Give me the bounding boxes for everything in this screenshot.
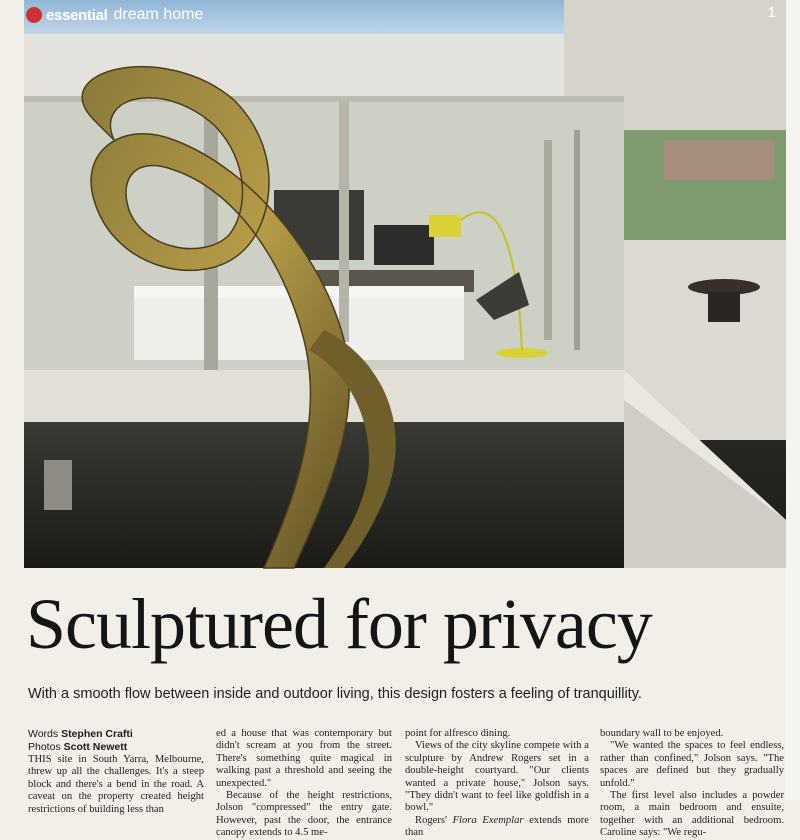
words-credit	[28, 728, 198, 741]
article-paragraph: The first level also includes a powder room, a main bedroom and ensuite, together with an additional bedroom. Caroline says: "We regu-	[600, 790, 784, 839]
photographer-name: Scott Newett	[63, 741, 128, 753]
photos-credit	[28, 741, 198, 754]
article-paragraph: "We wanted the spaces to feel endless, rather than confined," Jolson says. "The spaces are defined but they gradually unfold."	[600, 740, 784, 789]
article-column-4	[600, 728, 784, 840]
feature-photo	[24, 0, 786, 568]
words-label: Words	[28, 728, 59, 740]
text-run: extends more than	[405, 814, 589, 839]
brand-logo-icon	[26, 7, 42, 23]
page-margin-right	[786, 0, 800, 800]
article-paragraph: Views of the city skyline compete with a sculpture by Andrew Rogers set in a double-height courtyard. "Our clients wanted a private house," Jolson says. "They didn't want to feel like goldfish in a bowl."	[405, 740, 589, 814]
article-paragraph: Because of the height restrictions, Jolson "compressed" the entry gate. However, past the door, the entrance canopy extends to 4.5 me-	[216, 790, 392, 839]
article-paragraph: THIS site in South Yarra, Melbourne, threw up all the challenges. It's a steep block and there's a bend in the road. A caveat on the property created height restrictions of building less than	[28, 754, 204, 815]
page-number: 1	[767, 4, 776, 21]
article-paragraph: point for alfresco dining.	[405, 728, 511, 739]
text-run: Rogers'	[415, 814, 453, 826]
section-name: dream home	[113, 6, 204, 23]
brand-name: essential	[46, 6, 108, 24]
writer-name: Stephen Crafti	[61, 728, 133, 740]
article-column-2	[216, 728, 392, 840]
courtyard-sculpture-photo	[24, 0, 786, 568]
standfirst: With a smooth flow between inside and outdoor living, this design fosters a feeling of tranquillity.	[28, 686, 642, 702]
article-column-1	[28, 754, 204, 816]
article-column-3	[405, 728, 589, 840]
article-paragraph: ed a house that was contemporary but didn't scream at you from the street. There's something quite magical in walking past a threshold and seeing the unexpected."	[216, 728, 392, 789]
article-paragraph: boundary wall to be enjoyed.	[600, 728, 724, 739]
byline	[28, 728, 198, 754]
masthead	[26, 4, 203, 26]
photos-label: Photos	[28, 741, 61, 753]
article-paragraph	[405, 815, 589, 840]
page-margin-left	[0, 0, 24, 800]
headline: Sculptured for privacy	[26, 584, 652, 664]
sculpture-title: Flora Exemplar	[452, 814, 524, 826]
